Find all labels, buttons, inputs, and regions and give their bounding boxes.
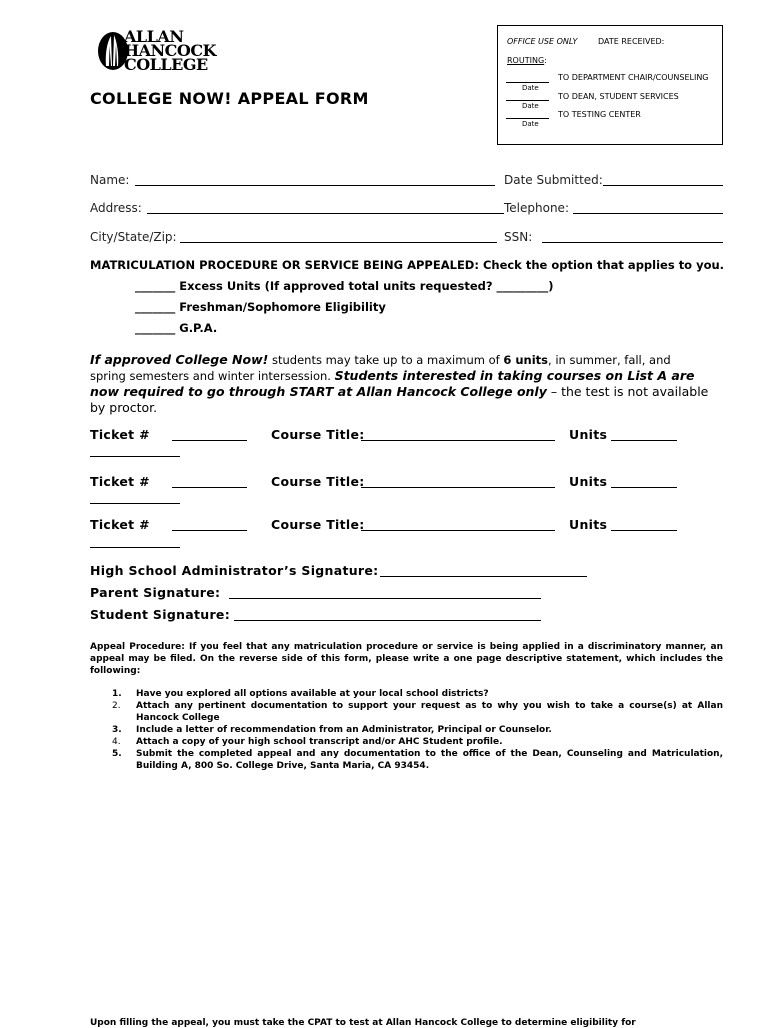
units-field-2-cont[interactable] — [90, 503, 180, 504]
appeal-step-number: 2. — [112, 701, 121, 711]
route-date-line-1[interactable] — [506, 82, 549, 83]
appeal-step — [90, 700, 723, 724]
units-info-paragraph — [90, 352, 710, 416]
appeal-step-text: Attach a copy of your high school transcript and/or AHC Student profile. — [136, 737, 503, 747]
units-label-2: Units — [569, 474, 608, 489]
date-submitted-field[interactable] — [603, 185, 723, 186]
units-label-3: Units — [569, 517, 608, 532]
footer-cut-off-text: Upon filling the appeal, you must take the CPAT to test at Allan Hancock College to determine eligibility for — [90, 1018, 636, 1028]
option-excess-units[interactable]: _______ Excess Units (If approved total units requested? _________) — [135, 279, 554, 293]
route-date-label-2: Date — [522, 102, 539, 110]
logo-line-allan: ALLAN — [124, 27, 184, 46]
appeal-step-text: Include a letter of recommendation from an Administrator, Principal or Counselor. — [136, 725, 552, 735]
appeal-step-number: 1. — [112, 689, 122, 699]
parent-signature-label: Parent Signature: — [90, 585, 221, 600]
info-part2: , in summer, fall, and spring semesters and winter intersession. — [90, 353, 671, 383]
name-field[interactable] — [135, 185, 495, 186]
ticket-label-1: Ticket # — [90, 427, 150, 442]
appeal-step-number: 3. — [112, 725, 122, 735]
ticket-field-2[interactable] — [172, 487, 247, 488]
telephone-field[interactable] — [573, 213, 723, 214]
ssn-field[interactable] — [542, 242, 723, 243]
appeal-step — [90, 748, 723, 772]
date-received-label: DATE RECEIVED: — [598, 37, 665, 46]
info-emphasis: Students interested in taking courses on List A are now required to go through START at Allan Hancock College only — [90, 368, 695, 399]
option-gpa[interactable]: _______ G.P.A. — [135, 321, 218, 335]
route-date-label-3: Date — [522, 120, 539, 128]
route-date-line-2[interactable] — [506, 100, 549, 101]
info-part1: students may take up to a maximum of — [268, 353, 504, 367]
info-part3: – the test is not available by proctor. — [90, 384, 709, 415]
city-state-zip-label: City/State/Zip: — [90, 230, 177, 244]
admin-signature-label: High School Administrator’s Signature: — [90, 563, 379, 578]
parent-signature-field[interactable] — [229, 598, 541, 599]
date-submitted-label: Date Submitted: — [504, 173, 603, 187]
logo-line-hancock: HANCOCK — [124, 41, 216, 60]
route-chair-counseling: TO DEPARTMENT CHAIR/COUNSELING — [558, 73, 709, 82]
units-field-3[interactable] — [611, 530, 677, 531]
course-title-field-2[interactable] — [361, 487, 555, 488]
course-title-label-1: Course Title: — [271, 427, 365, 442]
units-field-1-cont[interactable] — [90, 456, 180, 457]
units-field-1[interactable] — [611, 440, 677, 441]
course-title-field-1[interactable] — [361, 440, 555, 441]
info-units: 6 units — [503, 353, 549, 367]
ticket-field-1[interactable] — [172, 440, 247, 441]
student-signature-field[interactable] — [234, 620, 541, 621]
appeal-step — [90, 688, 723, 700]
telephone-label: Telephone: — [504, 201, 569, 215]
appeal-step-text: Submit the completed appeal and any documentation to the office of the Dean, Counseling and Matriculation, Building A, 800 So. College Drive, Santa Maria, CA 93454. — [136, 749, 723, 771]
address-label: Address: — [90, 201, 142, 215]
office-use-box — [497, 25, 723, 145]
route-date-label-1: Date — [522, 84, 539, 92]
routing-text: ROUTING — [507, 56, 545, 65]
name-label: Name: — [90, 173, 130, 187]
ticket-field-3[interactable] — [172, 530, 247, 531]
units-label-1: Units — [569, 427, 608, 442]
address-field[interactable] — [147, 213, 504, 214]
student-signature-label: Student Signature: — [90, 607, 231, 622]
office-use-only-label: OFFICE USE ONLY — [507, 37, 578, 46]
route-testing-center: TO TESTING CENTER — [558, 110, 641, 119]
appeal-steps-list — [90, 688, 723, 772]
appeal-step — [90, 724, 723, 736]
routing-colon: : — [544, 56, 547, 65]
appeal-step-text: Have you explored all options available at your local school districts? — [136, 689, 489, 699]
option-freshman-sophomore[interactable]: _______ Freshman/Sophomore Eligibility — [135, 300, 386, 314]
ticket-label-3: Ticket # — [90, 517, 150, 532]
routing-label — [507, 56, 547, 65]
course-title-field-3[interactable] — [361, 530, 555, 531]
city-state-zip-field[interactable] — [180, 242, 497, 243]
units-field-3-cont[interactable] — [90, 547, 180, 548]
appeal-step-text: Attach any pertinent documentation to support your request as to why you wish to take a course(s) at Allan Hancock College — [136, 701, 723, 723]
matriculation-heading: MATRICULATION PROCEDURE OR SERVICE BEING APPEALED: Check the option that applies to you. — [90, 258, 725, 272]
college-logo-wordmark — [124, 27, 216, 74]
admin-signature-field[interactable] — [380, 576, 587, 577]
units-field-2[interactable] — [611, 487, 677, 488]
course-title-label-3: Course Title: — [271, 517, 365, 532]
ticket-label-2: Ticket # — [90, 474, 150, 489]
info-lead: If approved College Now! — [90, 352, 269, 367]
route-dean-student-services: TO DEAN, STUDENT SERVICES — [558, 92, 679, 101]
ssn-label: SSN: — [504, 230, 533, 244]
form-title: COLLEGE NOW! APPEAL FORM — [90, 89, 369, 108]
appeal-procedure-paragraph: Appeal Procedure: If you feel that any matriculation procedure or service is being applied in a discriminatory manner, an appeal may be filed. On the reverse side of this form, please write a one page descriptive statement, which includes the following: — [90, 642, 723, 676]
course-title-label-2: Course Title: — [271, 474, 365, 489]
appeal-step — [90, 736, 723, 748]
route-date-line-3[interactable] — [506, 118, 549, 119]
appeal-step-number: 5. — [112, 749, 122, 759]
logo-line-college: COLLEGE — [124, 55, 208, 74]
appeal-step-number: 4. — [112, 737, 121, 747]
